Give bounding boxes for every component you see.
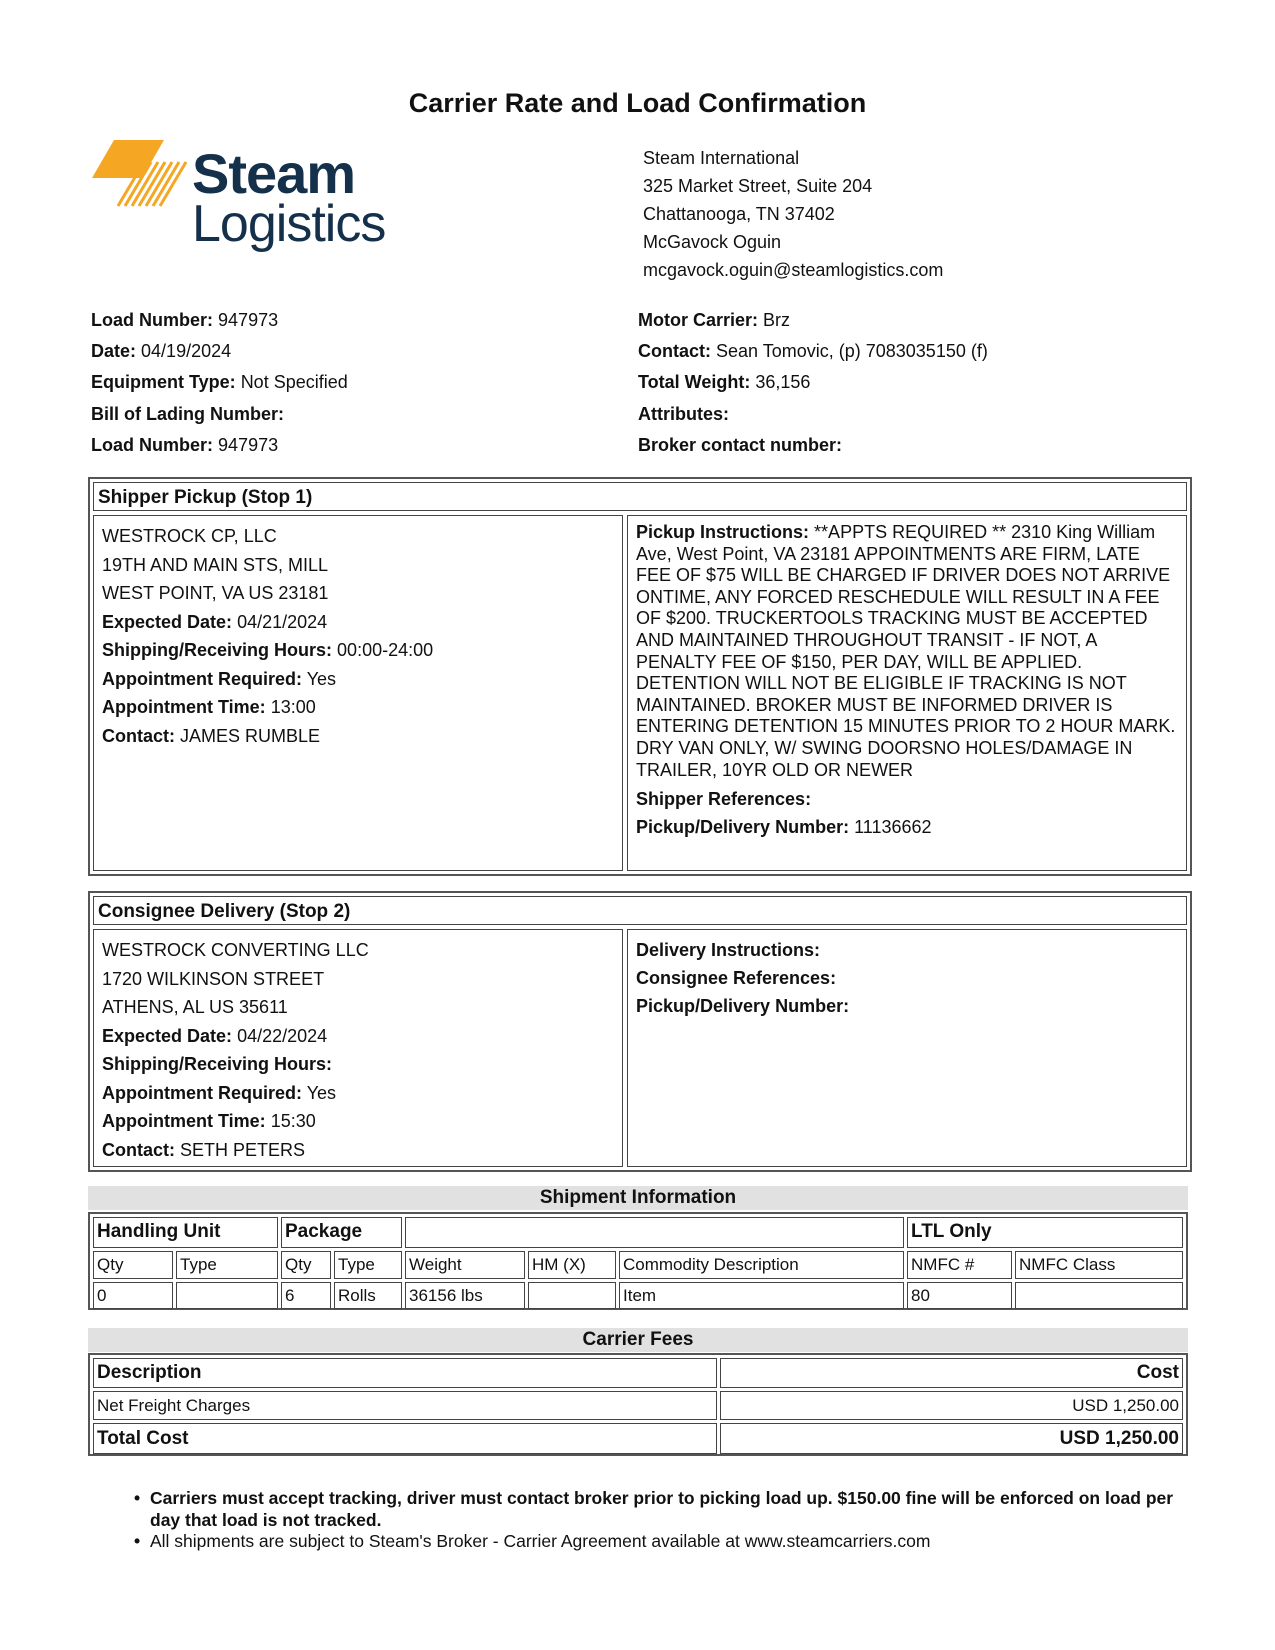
- value: Brz: [763, 310, 791, 330]
- label: Shipper References:: [636, 789, 812, 810]
- pickup-address-line1: 19TH AND MAIN STS, MILL: [102, 554, 329, 575]
- delivery-address-line2: ATHENS, AL US 35611: [102, 997, 288, 1017]
- label: Consignee References:: [636, 968, 837, 988]
- value: 11136662: [854, 817, 932, 838]
- label: Appointment Required:: [102, 668, 302, 689]
- label: Shipping/Receiving Hours:: [102, 1054, 333, 1074]
- column-header-pkg-type: Type: [334, 1251, 402, 1279]
- logo-text-steam: Steam: [192, 142, 356, 205]
- label: Pickup/Delivery Number:: [636, 817, 850, 838]
- company-email[interactable]: mcgavock.oguin@steamlogistics.com: [643, 260, 944, 280]
- section-header: Consignee Delivery (Stop 2): [93, 896, 1187, 925]
- table-cell-nmfc-number: 80: [907, 1282, 1012, 1309]
- consignee-references: [636, 964, 1178, 992]
- pickup-address-line2: WEST POINT, VA US 23181: [102, 583, 329, 603]
- label: Appointment Time:: [102, 697, 266, 717]
- label: Shipping/Receiving Hours:: [102, 640, 333, 660]
- date-field: [91, 341, 231, 362]
- label: Bill of Lading Number:: [91, 404, 284, 424]
- company-address-line1: 325 Market Street, Suite 204: [643, 176, 873, 196]
- column-header-nmfc-number: NMFC #: [907, 1251, 1012, 1279]
- label: Pickup Instructions:: [636, 522, 810, 542]
- value: 04/19/2024: [141, 341, 232, 361]
- delivery-expected-date: [102, 1022, 614, 1051]
- delivery-address-line1: 1720 WILKINSON STREET: [102, 968, 325, 989]
- total-weight-field: [638, 372, 810, 393]
- pickup-contact: [102, 722, 614, 751]
- company-address-line2: Chattanooga, TN 37402: [643, 204, 835, 224]
- company-contact-name: McGavock Oguin: [643, 232, 782, 252]
- delivery-instructions: [636, 936, 1178, 964]
- note-text: Carriers must accept tracking, driver must contact broker prior to picking load up. $150.00 fine will be enforced on load per day that load is not tracked.: [150, 1488, 1174, 1530]
- section-header: Shipper Pickup (Stop 1): [93, 482, 1187, 511]
- delivery-hours: [102, 1050, 614, 1079]
- table-cell-pkg-type: Rolls: [334, 1282, 402, 1309]
- table-cell-commodity: Item: [619, 1282, 904, 1309]
- pickup-instructions: [636, 522, 1178, 781]
- total-cost-value: USD 1,250.00: [720, 1423, 1183, 1454]
- value: 947973: [218, 435, 279, 455]
- pickup-instructions-panel: [627, 515, 1187, 871]
- carrier-fees-title: Carrier Fees: [88, 1328, 1188, 1352]
- value: 13:00: [270, 697, 316, 717]
- label: Expected Date:: [102, 611, 233, 632]
- note-item-tracking: [130, 1488, 1180, 1531]
- label: Total Weight:: [638, 372, 751, 392]
- load-number-field-2: [91, 435, 278, 456]
- label: Equipment Type:: [91, 372, 236, 392]
- group-header-handling-unit: Handling Unit: [93, 1217, 278, 1248]
- value: 00:00-24:00: [337, 640, 434, 660]
- label: Appointment Required:: [102, 1082, 302, 1103]
- value: 36,156: [755, 372, 811, 392]
- delivery-address-panel: [93, 929, 623, 1167]
- label: Expected Date:: [102, 1025, 233, 1046]
- fee-cost: USD 1,250.00: [720, 1391, 1183, 1420]
- load-number-field: [91, 310, 278, 331]
- fees-header-cost: Cost: [720, 1358, 1183, 1388]
- bullet-icon: •: [134, 1531, 141, 1551]
- note-item-agreement: [130, 1531, 1180, 1553]
- bill-of-lading-field: [91, 404, 284, 425]
- label: Contact:: [102, 1139, 175, 1160]
- shipper-references: [636, 785, 1178, 813]
- table-cell-nmfc-class: [1015, 1282, 1183, 1309]
- label: Load Number:: [91, 310, 214, 330]
- page-title: Carrier Rate and Load Confirmation: [408, 88, 867, 118]
- table-cell-pkg-qty: 6: [281, 1282, 331, 1309]
- value: Not Specified: [240, 372, 348, 392]
- column-header-pkg-qty: Qty: [281, 1251, 331, 1279]
- value: 04/21/2024: [237, 611, 328, 632]
- notes-list: [130, 1488, 1180, 1553]
- delivery-pickup-delivery-number: [636, 992, 1178, 1020]
- consignee-delivery-section: [88, 891, 1192, 1172]
- shipper-pickup-section: [88, 477, 1192, 876]
- delivery-instructions-panel: [627, 929, 1187, 1167]
- value: Yes: [306, 1082, 337, 1103]
- group-header-blank: [405, 1217, 904, 1248]
- table-cell-hazmat: [528, 1282, 616, 1309]
- value: 04/22/2024: [237, 1025, 328, 1046]
- value: **APPTS REQUIRED ** 2310 King William Ave, West Point, VA 23181 APPOINTMENTS ARE FIRM, LATE FEE OF $75 WILL BE CHARGED IF DRIVER DOES NOT ARRIVE ONTIME, ANY FORCED RESCHEDULE WILL RESULT IN A FEE OF $200. TRUCKERTOOLS TRACKING MUST BE ACCEPTED AND MAINTAINED THROUGHOUT TRANSIT - IF NOT, A PENALTY FEE OF $150, PER DAY, WILL BE APPLIED. DETENTION WILL NOT BE ELIGIBLE IF TRACKING IS NOT MAINTAINED. BROKER MUST BE INFORMED DRIVER IS ENTERING DETENTION 15 MINUTES PRIOR TO 2 HOUR MARK. DRY VAN ONLY, W/ SWING DOORSNO HOLES/DAMAGE IN TRAILER, 10YR OLD OR NEWER: [636, 522, 1176, 780]
- group-header-ltl-only: LTL Only: [907, 1217, 1183, 1248]
- pickup-address-panel: [93, 515, 623, 871]
- label: Appointment Time:: [102, 1111, 266, 1131]
- fee-description: Net Freight Charges: [93, 1391, 717, 1420]
- attributes-field: [638, 404, 729, 425]
- pickup-company-name: WESTROCK CP, LLC: [102, 526, 277, 546]
- column-header-nmfc-class: NMFC Class: [1015, 1251, 1183, 1279]
- label: Delivery Instructions:: [636, 940, 821, 960]
- column-header-hu-qty: Qty: [93, 1251, 173, 1279]
- logo-text-logistics: Logistics: [192, 195, 386, 253]
- delivery-contact: [102, 1136, 614, 1165]
- label: Contact:: [102, 725, 175, 746]
- carrier-fees-table: [88, 1353, 1188, 1456]
- broker-contact-field: [638, 435, 842, 456]
- label: Date:: [91, 341, 137, 361]
- shipment-table: [88, 1212, 1188, 1310]
- label: Broker contact number:: [638, 435, 843, 455]
- shipment-info-title: Shipment Information: [88, 1186, 1188, 1210]
- company-address-block: [643, 144, 943, 284]
- steam-logistics-logo: [92, 140, 422, 260]
- pickup-delivery-number: [636, 813, 1178, 841]
- motor-carrier-field: [638, 310, 790, 331]
- value: JAMES RUMBLE: [180, 725, 321, 746]
- pickup-hours: [102, 636, 614, 665]
- note-text: All shipments are subject to Steam's Broker - Carrier Agreement available at www.steamcarriers.com: [150, 1531, 931, 1551]
- value: 947973: [218, 310, 279, 330]
- steam-logo-mark-icon: [92, 140, 188, 220]
- table-cell-hu-qty: 0: [93, 1282, 173, 1309]
- column-header-weight: Weight: [405, 1251, 525, 1279]
- label: Attributes:: [638, 404, 729, 424]
- carrier-contact-field: [638, 341, 988, 362]
- total-cost-label: Total Cost: [93, 1423, 717, 1454]
- label: Contact:: [638, 341, 711, 361]
- value: Yes: [306, 668, 337, 689]
- delivery-company-name: WESTROCK CONVERTING LLC: [102, 940, 369, 960]
- column-header-hazmat: HM (X): [528, 1251, 616, 1279]
- pickup-appointment-required: [102, 665, 614, 694]
- bullet-icon: •: [134, 1488, 141, 1508]
- company-name: Steam International: [643, 148, 800, 168]
- table-cell-weight: 36156 lbs: [405, 1282, 525, 1309]
- value: SETH PETERS: [180, 1139, 306, 1160]
- delivery-appointment-required: [102, 1079, 614, 1108]
- delivery-appointment-time: [102, 1107, 614, 1136]
- column-header-hu-type: Type: [176, 1251, 278, 1279]
- table-cell-hu-type: [176, 1282, 278, 1309]
- column-header-commodity: Commodity Description: [619, 1251, 904, 1279]
- label: Load Number:: [91, 435, 214, 455]
- value: 15:30: [270, 1111, 316, 1131]
- pickup-appointment-time: [102, 693, 614, 722]
- equipment-type-field: [91, 372, 348, 393]
- label: Motor Carrier:: [638, 310, 759, 330]
- label: Pickup/Delivery Number:: [636, 996, 850, 1016]
- group-header-package: Package: [281, 1217, 402, 1248]
- pickup-expected-date: [102, 608, 614, 637]
- value: Sean Tomovic, (p) 7083035150 (f): [716, 341, 988, 361]
- fees-header-description: Description: [93, 1358, 717, 1388]
